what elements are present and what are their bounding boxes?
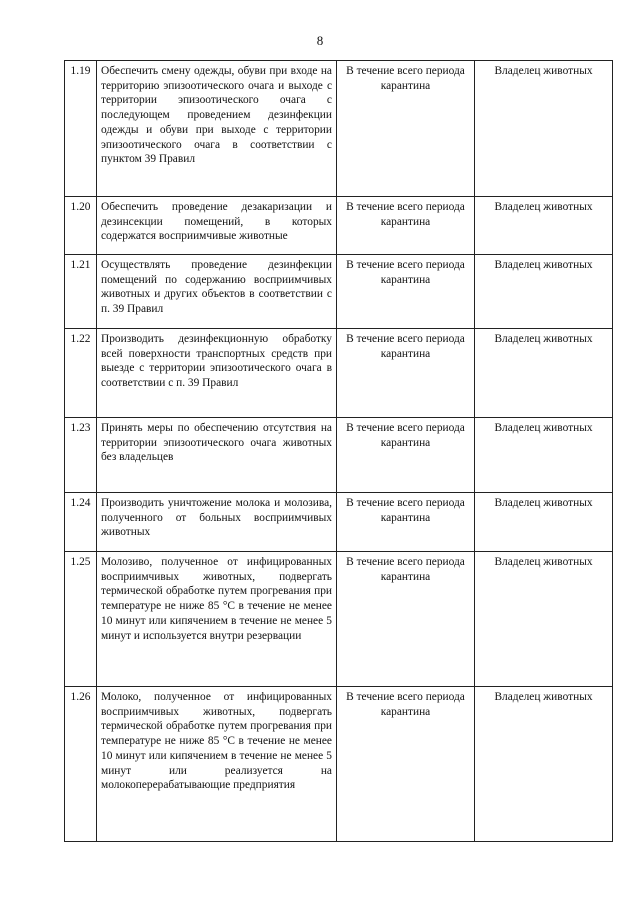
responsible-text: Владелец животных [475, 61, 613, 197]
measure-text: Производить уничтожение молока и молозива, полученного от больных восприимчивых животных [97, 493, 337, 552]
responsible-text: Владелец животных [475, 329, 613, 418]
item-number: 1.20 [65, 197, 97, 255]
term-text: В течение всего периода карантина [337, 552, 475, 687]
item-number: 1.23 [65, 418, 97, 493]
item-number: 1.26 [65, 687, 97, 842]
item-number: 1.25 [65, 552, 97, 687]
table-row [65, 687, 613, 842]
item-number: 1.24 [65, 493, 97, 552]
term-text: В течение всего периода карантина [337, 687, 475, 842]
term-text: В течение всего периода карантина [337, 255, 475, 329]
responsible-text: Владелец животных [475, 552, 613, 687]
term-text: В течение всего периода карантина [337, 197, 475, 255]
measure-text: Молоко, полученное от инфицированных восприимчивых животных, подвергать термической обработке путем прогревания при температуре не ниже 85 °С в течение не менее 10 минут или кипячением в течение не менее 5 минут или реализуется на молокоперерабатывающие предприятия [97, 687, 337, 842]
term-text: В течение всего периода карантина [337, 493, 475, 552]
table-row [65, 61, 613, 197]
measure-text: Обеспечить проведение дезакаризации и дезинсекции помещений, в которых содержатся восприимчивые животные [97, 197, 337, 255]
table-row [65, 197, 613, 255]
measure-text: Обеспечить смену одежды, обуви при входе на территорию эпизоотического очага и выходе с территории эпизоотического очага с последующем проведением дезинфекции одежды и обуви при выходе с территории эпизоотического очага в соответствии с пунктом 39 Правил [97, 61, 337, 197]
table-row [65, 255, 613, 329]
measure-text: Осуществлять проведение дезинфекции помещений по содержанию восприимчивых животных и других объектов в соответствии с п. 39 Правил [97, 255, 337, 329]
page-number: 8 [316, 33, 324, 48]
table-row [65, 552, 613, 687]
responsible-text: Владелец животных [475, 687, 613, 842]
measures-table [64, 60, 613, 842]
measure-text: Производить дезинфекционную обработку всей поверхности транспортных средств при выезде с территории эпизоотического очага в соответствии с п. 39 Правил [97, 329, 337, 418]
responsible-text: Владелец животных [475, 493, 613, 552]
responsible-text: Владелец животных [475, 197, 613, 255]
term-text: В течение всего периода карантина [337, 329, 475, 418]
table-row [65, 493, 613, 552]
item-number: 1.22 [65, 329, 97, 418]
table-row [65, 418, 613, 493]
responsible-text: Владелец животных [475, 418, 613, 493]
term-text: В течение всего периода карантина [337, 61, 475, 197]
table-row [65, 329, 613, 418]
measure-text: Молозиво, полученное от инфицированных восприимчивых животных, подвергать термической обработке путем прогревания при температуре не ниже 85 °С в течение не менее 10 минут или кипячением в течение не менее 5 минут и используется внутри резервации [97, 552, 337, 687]
item-number: 1.19 [65, 61, 97, 197]
item-number: 1.21 [65, 255, 97, 329]
measure-text: Принять меры по обеспечению отсутствия на территории эпизоотического очага животных без владельцев [97, 418, 337, 493]
responsible-text: Владелец животных [475, 255, 613, 329]
term-text: В течение всего периода карантина [337, 418, 475, 493]
